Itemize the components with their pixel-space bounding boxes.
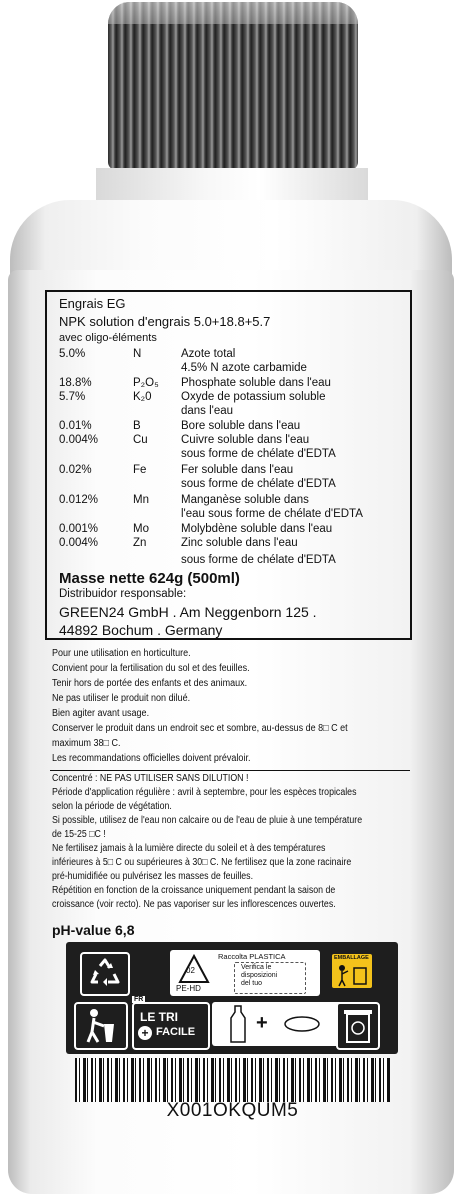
raccolta-card <box>170 950 320 996</box>
net-mass: Masse nette 624g (500ml) <box>59 570 240 587</box>
conc-line: selon la période de végétation. <box>52 801 172 812</box>
conc-line: pré-humidifiée ou pulvérisez les masses de feuilles. <box>52 871 254 882</box>
plus-sign: + <box>256 1012 268 1034</box>
ph-value: pH-value 6,8 <box>52 922 135 938</box>
verifica-line: del tuo <box>241 980 263 987</box>
usage-line: Conserver le produit dans un endroit sec et sombre, au-dessus de 8□ C et <box>52 723 348 734</box>
verifica-box <box>234 962 306 994</box>
usage-line: Convient pour la fertilisation du sol et des feuilles. <box>52 663 250 674</box>
tidyman-icon <box>76 1004 126 1048</box>
address-line-2: 44892 Bochum . Germany <box>59 622 223 638</box>
resin-code: 02 <box>186 966 195 975</box>
barcode-text: X001OKQUM5 <box>166 1100 299 1121</box>
bin-icon <box>332 962 372 988</box>
yellow-bin-label: EMBALLAGE <box>334 955 369 961</box>
usage-line: Ne pas utiliser le produit non dilué. <box>52 693 191 704</box>
conc-line: Si possible, utilisez de l'eau non calcaire ou de l'eau de pluie à une température <box>52 815 363 826</box>
divider <box>50 770 410 771</box>
usage-line: Tenir hors de portée des enfants et des animaux. <box>52 678 248 689</box>
usage-line: Bien agiter avant usage. <box>52 708 150 719</box>
usage-line: Les recommandations officielles doivent prévaloir. <box>52 753 251 764</box>
conc-line: croissance (voir recto). Ne pas vaporiser sur les inflorescences ouvertes. <box>52 899 336 910</box>
oligo-line: avec oligo-éléments <box>59 332 157 344</box>
raccolta-text: Raccolta PLASTICA <box>218 952 286 961</box>
tidyman-box <box>74 1002 128 1050</box>
usage-line: Pour une utilisation en horticulture. <box>52 648 191 659</box>
bottle-icon <box>228 1004 248 1044</box>
yellow-bin-card <box>332 954 372 988</box>
fr-badge: FR <box>134 996 144 1003</box>
conc-line: Période d'application régulière : avril à septembre, pour les espèces tropicales <box>52 787 357 798</box>
tri-facile-logo <box>132 996 210 1050</box>
recycle-bin-icon <box>338 1004 378 1048</box>
barcode <box>75 1058 390 1102</box>
distributor-label: Distribuidor responsable: <box>59 588 187 600</box>
usage-line: maximum 38□ C. <box>52 738 121 749</box>
cap-icon <box>282 1014 322 1034</box>
verifica-line: disposizioni <box>241 972 278 979</box>
facile-text: FACILE <box>156 1026 196 1038</box>
npk-line: NPK solution d'engrais 5.0+18.8+5.7 <box>59 314 271 329</box>
conc-line: Ne fertilisez jamais à la lumière directe du soleil et à des températures <box>52 843 326 854</box>
recycle-icon <box>82 954 128 994</box>
recycle-box <box>80 952 130 996</box>
conc-line: Concentré : NE PAS UTILISER SANS DILUTION ! <box>52 773 249 784</box>
conc-line: Répétition en fonction de la croissance uniquement pendant la saison de <box>52 885 336 896</box>
conc-line: de 15-25 □C ! <box>52 829 106 840</box>
recycle-bin-box <box>336 1002 380 1050</box>
plus-circle-icon: + <box>138 1026 152 1040</box>
conc-line: inférieures à 5□ C ou supérieures à 30□ C. Ne fertilisez que la zone racinaire <box>52 857 352 868</box>
bottle-cap <box>108 2 358 170</box>
verifica-line: Verifica le <box>241 964 272 971</box>
product-title: Engrais EG <box>59 296 126 311</box>
usage-instructions <box>52 646 376 766</box>
concentrate-instructions <box>52 772 386 912</box>
le-tri-text: LE TRI <box>140 1010 178 1024</box>
address-line-1: GREEN24 GmbH . Am Neggenborn 125 . <box>59 604 317 620</box>
composition-box: Engrais EG NPK solution d'engrais 5.0+18.8+5.7 avec oligo-éléments 5.0% N Azote total 4.5% N azote carbamide 18.8% P₂O₅ Phosphate soluble dans l'eau 5.7% K₂0 Oxyde de potassium soluble dans l'eau 0.01% B Bore soluble dans l'eau 0.004% Cu Cuivre soluble dans l'eau sous forme de chélate d'EDTA 0.02% Fe Fer soluble dans l'eau sous forme de chélate d'EDTA 0.012% Mn Manganèse soluble dans l'eau sous forme de chélate d'EDTA 0.001% Mo Molybdène soluble dans l'eau 0.004% Zn Zinc soluble dans l'eau sous forme de chélate d'EDTA Masse nette 624g (500ml) Distribuidor responsable: GREEN24 GmbH . Am Neggenborn 125 . 44892 Bochum . Germany <box>45 290 412 640</box>
pe-hd-label: PE-HD <box>176 984 201 993</box>
recycling-panel <box>66 942 398 1054</box>
